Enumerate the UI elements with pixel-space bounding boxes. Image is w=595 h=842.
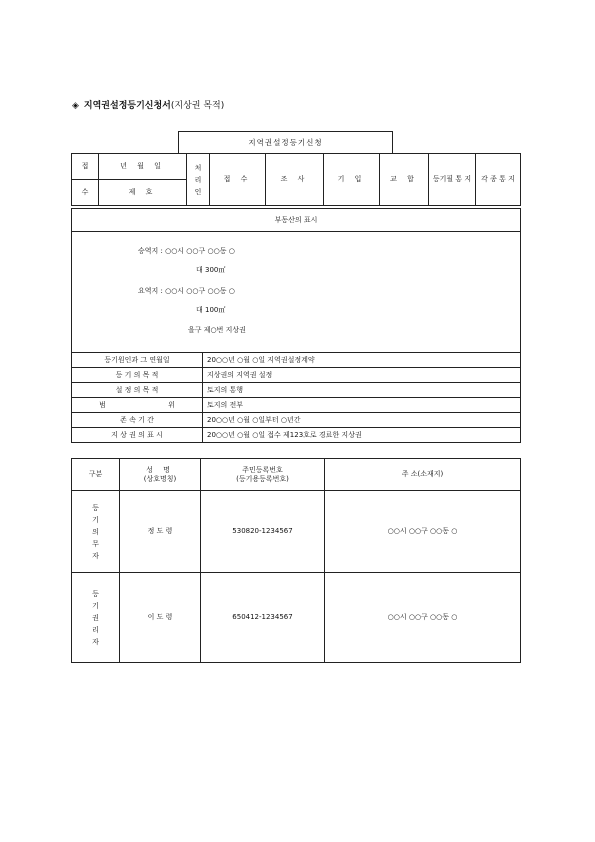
superficies-designation: 을구 제○번 지상권 [188, 326, 246, 334]
info-value-duration: 20○○년 ○월 ○일부터 ○년간 [203, 413, 521, 428]
info-label-duration: 존 속 기 간 [72, 413, 203, 428]
info-label-superficies: 지 상 권 의 표 시 [72, 428, 203, 443]
party-role-cell [72, 491, 120, 573]
party-name-holder: 이 도 령 [120, 573, 201, 663]
info-label-scope: 범 위 [72, 398, 203, 413]
party-header-name-main: 성 명 [146, 466, 174, 475]
property-info-table [71, 208, 521, 443]
info-label-purpose: 등 기 의 목 적 [72, 368, 203, 383]
application-name-box [178, 131, 393, 154]
document-title [72, 98, 224, 111]
party-role-cell [72, 573, 120, 663]
stamp-collation: 교 합 [380, 154, 429, 206]
application-name: 지역권설정등기신청 [248, 138, 323, 147]
reception-date-label: 년 월 일 [99, 154, 187, 180]
party-header-gubun: 구분 [72, 459, 120, 491]
property-header: 부동산의 표시 [72, 209, 521, 232]
party-role-obligor: 등기의무자 [92, 503, 99, 560]
party-id-obligor: 530820-1234567 [201, 491, 325, 573]
info-value-scope: 토지의 전부 [203, 398, 521, 413]
property-body [72, 232, 521, 353]
info-label-cause: 등기원인과 그 연월일 [72, 353, 203, 368]
party-id-holder: 650412-1234567 [201, 573, 325, 663]
party-header-id-main: 주민등록번호 [242, 466, 283, 475]
dominant-land-area: 대 100㎡ [196, 306, 226, 314]
processing-label: 처리인 [194, 163, 202, 196]
party-address-holder: ○○시 ○○구 ○○동 ○ [325, 573, 521, 663]
party-name-obligor: 정 도 령 [120, 491, 201, 573]
document-title-sub: (지상권 목적) [170, 101, 225, 111]
info-value-cause: 20○○년 ○월 ○일 지역권설정계약 [203, 353, 521, 368]
dominant-land-line: 요역지 : ○○시 ○○구 ○○동 ○ [138, 287, 235, 295]
party-address-obligor: ○○시 ○○구 ○○동 ○ [325, 491, 521, 573]
party-role-holder: 등기권리자 [92, 589, 99, 646]
reception-su-label: 수 [72, 180, 99, 206]
diamond-bullet-icon: ◈ [72, 101, 79, 111]
stamp-investigation: 조 사 [266, 154, 324, 206]
reception-jeop-label: 접 [72, 154, 99, 180]
party-header-id-sub: (등기용등록번호) [236, 474, 289, 483]
document-title-main: 지역권설정등기신청서 [83, 101, 171, 111]
info-value-purpose: 지상권의 지역권 설정 [203, 368, 521, 383]
processing-label-cell [187, 154, 210, 206]
info-value-superficies: 20○○년 ○월 ○일 접수 제123호로 경료한 지상권 [203, 428, 521, 443]
stamp-entry: 기 입 [324, 154, 380, 206]
info-label-setting-purpose: 설 정 의 목 적 [72, 383, 203, 398]
reception-table [71, 153, 521, 206]
party-header-id [201, 459, 325, 491]
servient-land-area: 대 300㎡ [196, 266, 226, 274]
party-header-address: 주 소(소재지) [325, 459, 521, 491]
stamp-various-notice: 각 종 통 지 [476, 154, 521, 206]
party-table [71, 458, 521, 663]
stamp-registration-notice: 등기필 통 지 [429, 154, 476, 206]
reception-number-label: 제 호 [99, 180, 187, 206]
info-value-setting-purpose: 토지의 통행 [203, 383, 521, 398]
servient-land-line: 승역지 : ○○시 ○○구 ○○동 ○ [138, 247, 235, 255]
party-header-name-sub: (상호명칭) [143, 474, 177, 483]
stamp-reception: 접 수 [210, 154, 266, 206]
party-header-name [120, 459, 201, 491]
